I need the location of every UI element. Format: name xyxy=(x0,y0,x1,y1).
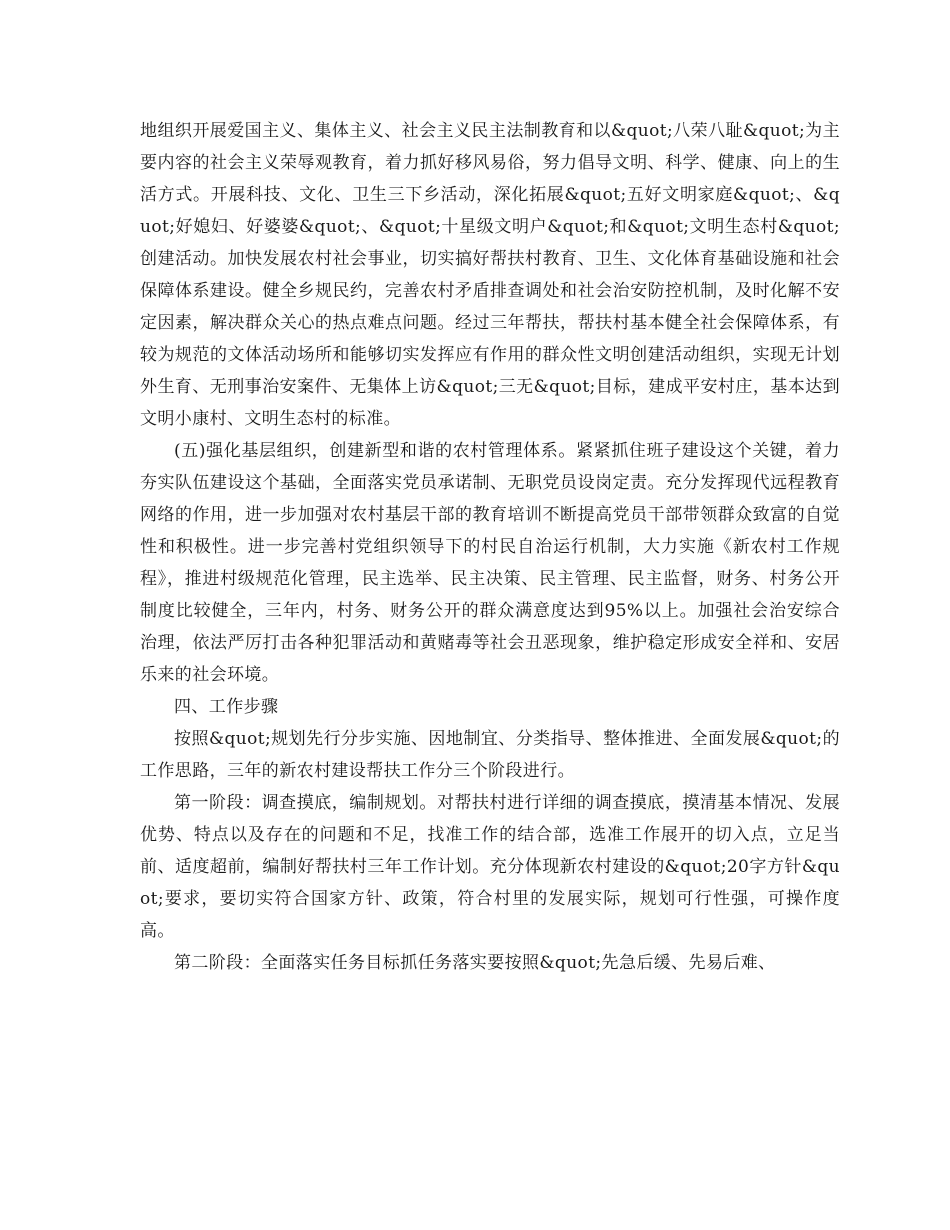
paragraph-phase-one: 第一阶段：调查摸底，编制规划。对帮扶村进行详细的调查摸底，摸清基本情况、发展优势、特点以及存在的问题和不足，找准工作的结合部，选准工作展开的切入点，立足当前、适度超前，编制好帮扶村三年工作计划。充分体现新农村建设的&quot;20字方针&quot;要求，要切实符合国家方针、政策，符合村里的发展实际，规划可行性强，可操作度高。 xyxy=(140,793,840,941)
paragraph-work-approach: 按照&quot;规划先行分步实施、因地制宜、分类指导、整体推进、全面发展&quot;的工作思路，三年的新农村建设帮扶工作分三个阶段进行。 xyxy=(140,729,840,781)
paragraph-civilization: 地组织开展爱国主义、集体主义、社会主义民主法制教育和以&quot;八荣八耻&quot;为主要内容的社会主义荣辱观教育，着力抓好移风易俗，努力倡导文明、科学、健康、向上的生活方式。开展科技、文化、卫生三下乡活动，深化拓展&quot;五好文明家庭&quot;、&quot;好媳妇、好婆婆&quot;、&quot;十星级文明户&quot;和&quot;文明生态村&quot;创建活动。加快发展农村社会事业，切实搞好帮扶村教育、卫生、文化体育基础设施和社会保障体系建设。健全乡规民约，完善农村矛盾排查调处和社会治安防控机制，及时化解不安定因素，解决群众关心的热点难点问题。经过三年帮扶，帮扶村基本健全社会保障体系，有较为规范的文体活动场所和能够切实发挥应有作用的群众性文明创建活动组织，实现无计划外生育、无刑事治安案件、无集体上访&quot;三无&quot;目标，建成平安村庄，基本达到文明小康村、文明生态村的标准。 xyxy=(140,121,840,429)
section-heading-work-steps: 四、工作步骤 xyxy=(174,697,279,717)
paragraph-grassroots-organization: (五)强化基层组织，创建新型和谐的农村管理体系。紧紧抓住班子建设这个关键，着力夯实队伍建设这个基础，全面落实党员承诺制、无职党员设岗定责。充分发挥现代远程教育网络的作用，进一步加强对农村基层干部的教育培训不断提高党员干部带领群众致富的自觉性和积极性。进一步完善村党组织领导下的村民自治运行机制，大力实施《新农村工作规程》，推进村级规范化管理，民主选举、民主决策、民主管理、民主监督，财务、村务公开制度比较健全，三年内，村务、财务公开的群众满意度达到95%以上。加强社会治安综合治理，依法严厉打击各种犯罪活动和黄赌毒等社会丑恶现象，维护稳定形成安全祥和、安居乐来的社会环境。 xyxy=(140,441,840,685)
paragraph-phase-two: 第二阶段：全面落实任务目标抓任务落实要按照&quot;先急后缓、先易后难、 xyxy=(174,953,776,973)
document-body xyxy=(140,115,840,979)
